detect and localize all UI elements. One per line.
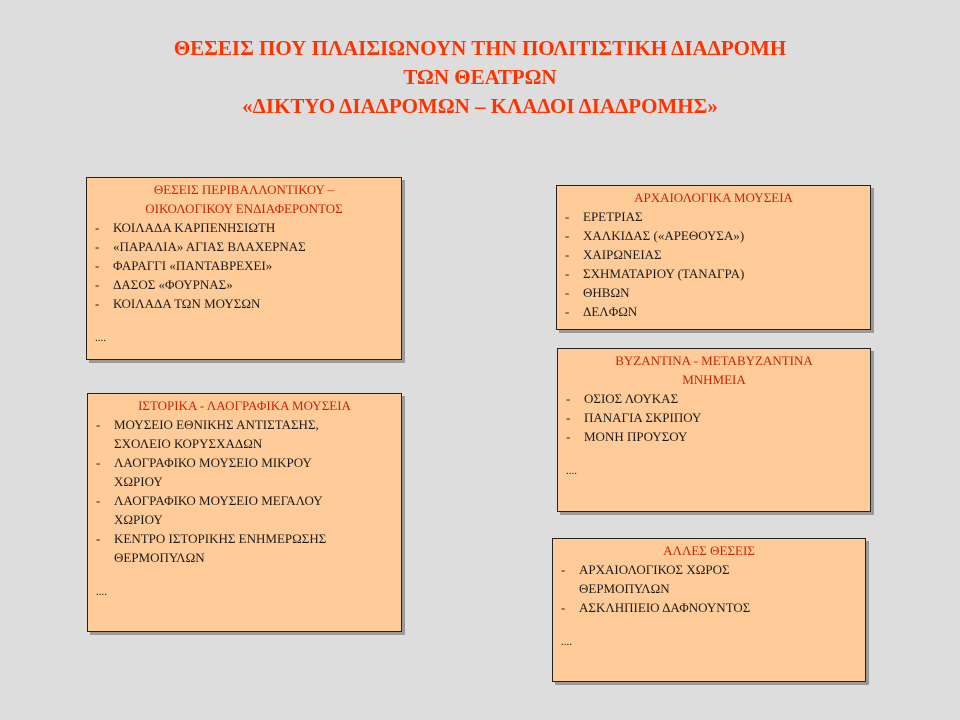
item-line: ΧΩΡΙΟΥ: [114, 512, 163, 527]
list-item: - ΟΣΙΟΣ ΛΟΥΚΑΣ: [564, 389, 864, 408]
item-line: - ΑΣΚΛΗΠΙΕΙΟ ΔΑΦΝΟΥΝΤΟΣ: [579, 600, 751, 615]
box-heading: ΑΡΧΑΙΟΛΟΓΙΚΑ ΜΟΥΣΕΙΑ: [634, 190, 793, 205]
ellipsis-text: ....: [96, 586, 107, 598]
historical-museums-box: [87, 393, 402, 632]
list-item: - ΠΑΝΑΓΙΑ ΣΚΡΙΠΟΥ: [564, 408, 864, 427]
list-item: - ΕΡΕΤΡΙΑΣ: [563, 207, 864, 226]
list-item: - «ΠΑΡΑΛΙΑ» ΑΓΙΑΣ ΒΛΑΧΕΡΝΑΣ: [93, 237, 395, 256]
ellipsis-text: ....: [566, 465, 577, 477]
list-item: [559, 598, 859, 617]
list-item: [94, 453, 395, 491]
box-heading: ΜΝΗΜΕΙΑ: [682, 372, 746, 387]
box-heading: ΒΥΖΑΝΤΙΝΑ - ΜΕΤΑΒΥΖΑΝΤΙΝΑ: [615, 353, 813, 368]
item-line: ΧΩΡΙΟΥ: [114, 474, 163, 489]
title-line-3: «ΔΙΚΤΥΟ ΔΙΑΔΡΟΜΩΝ – ΚΛΑΔΟΙ ΔΙΑΔΡΟΜΗΣ»: [242, 94, 718, 118]
item-line: - ΛΑΟΓΡΑΦΙΚΟ ΜΟΥΣΕΙΟ ΜΕΓΑΛΟΥ: [114, 493, 323, 508]
item-line: - ΚΕΝΤΡΟ ΙΣΤΟΡΙΚΗΣ ΕΝΗΜΕΡΩΣΗΣ: [114, 531, 327, 546]
list-item: - ΘΗΒΩΝ: [563, 283, 864, 302]
box-heading: ΘΕΣΕΙΣ ΠΕΡΙΒΑΛΛΟΝΤΙΚΟΥ –: [153, 182, 335, 197]
byzantine-monuments-box: [557, 348, 871, 512]
list-item: - ΦΑΡΑΓΓΙ «ΠΑΝΤΑΒΡΕΧΕΙ»: [93, 256, 395, 275]
ellipsis-text: ....: [95, 332, 106, 344]
box-heading: ΑΛΛΕΣ ΘΕΣΕΙΣ: [663, 543, 755, 558]
ellipsis-text: ....: [561, 636, 572, 648]
list-item: - ΜΟΝΗ ΠΡΟΥΣΟΥ: [564, 427, 864, 446]
list-item: [559, 560, 859, 598]
list-item: - ΚΟΙΛΑΔΑ ΤΩΝ ΜΟΥΣΩΝ: [93, 294, 395, 313]
item-line: ΘΕΡΜΟΠΥΛΩΝ: [114, 550, 205, 565]
list-item: - ΧΑΙΡΩΝΕΙΑΣ: [563, 245, 864, 264]
page-title: [0, 34, 960, 121]
list-item: - ΧΑΛΚΙΔΑΣ («ΑΡΕΘΟΥΣΑ»): [563, 226, 864, 245]
list-item: - ΣΧΗΜΑΤΑΡΙΟΥ (ΤΑΝΑΓΡΑ): [563, 264, 864, 283]
environmental-sites-box: [86, 177, 402, 360]
box-heading: ΟΙΚΟΛΟΓΙΚΟΥ ΕΝΔΙΑΦΕΡΟΝΤΟΣ: [145, 201, 343, 216]
title-line-1: ΘΕΣΕΙΣ ΠΟΥ ΠΛΑΙΣΙΩΝΟΥΝ ΤΗΝ ΠΟΛΙΤΙΣΤΙΚΗ ΔΙΑΔΡΟΜΗ: [173, 36, 787, 60]
list-item: - ΚΟΙΛΑΔΑ ΚΑΡΠΕΝΗΣΙΩΤΗ: [93, 218, 395, 237]
archaeological-museums-box: [556, 185, 871, 330]
title-line-2: ΤΩΝ ΘΕΑΤΡΩΝ: [403, 65, 557, 89]
list-item: - ΔΑΣΟΣ «ΦΟΥΡΝΑΣ»: [93, 275, 395, 294]
other-sites-box: [552, 538, 866, 682]
archaeological-list: [563, 207, 864, 321]
other-list: [559, 560, 859, 617]
historical-list: [94, 415, 395, 567]
list-item: [94, 415, 395, 453]
byzantine-list: [564, 389, 864, 446]
item-line: - ΜΟΥΣΕΙΟ ΕΘΝΙΚΗΣ ΑΝΤΙΣΤΑΣΗΣ,: [114, 417, 319, 432]
list-item: - ΔΕΛΦΩΝ: [563, 302, 864, 321]
item-line: - ΛΑΟΓΡΑΦΙΚΟ ΜΟΥΣΕΙΟ ΜΙΚΡΟΥ: [114, 455, 312, 470]
item-line: ΘΕΡΜΟΠΥΛΩΝ: [579, 581, 670, 596]
box-heading: ΙΣΤΟΡΙΚΑ - ΛΑΟΓΡΑΦΙΚΑ ΜΟΥΣΕΙΑ: [138, 398, 351, 413]
environmental-list: [93, 218, 395, 313]
item-line: ΣΧΟΛΕΙΟ ΚΟΡΥΣΧΑΔΩΝ: [114, 436, 263, 451]
list-item: [94, 491, 395, 529]
list-item: [94, 529, 395, 567]
item-line: - ΑΡΧΑΙΟΛΟΓΙΚΟΣ ΧΩΡΟΣ: [579, 562, 730, 577]
